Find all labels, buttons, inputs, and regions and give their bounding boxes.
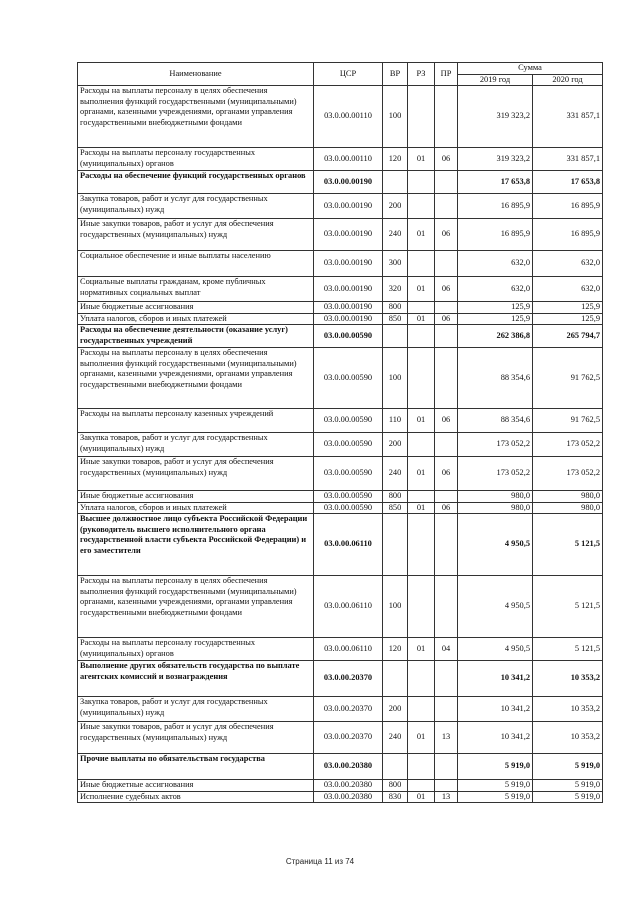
row-rz-cell [408, 697, 435, 722]
row-name-cell: Уплата налогов, сборов и иных платежей [78, 502, 314, 514]
row-vr-cell [383, 661, 408, 697]
row-vr-cell: 850 [383, 313, 408, 325]
row-amount-2020-cell: 16 895,9 [533, 219, 603, 251]
row-rz-cell [408, 576, 435, 638]
row-pr-cell: 06 [435, 502, 458, 514]
row-csr-cell: 03.0.00.20380 [314, 780, 383, 792]
row-amount-2019-cell: 980,0 [458, 491, 533, 503]
row-vr-cell: 800 [383, 780, 408, 792]
row-amount-2020-cell: 10 353,2 [533, 661, 603, 697]
header-pr: ПР [435, 63, 458, 86]
row-pr-cell [435, 661, 458, 697]
row-name-cell: Иные закупки товаров, работ и услуг для обеспечения государственных (муниципальных) нужд [78, 219, 314, 251]
header-csr: ЦСР [314, 63, 383, 86]
row-rz-cell: 01 [408, 277, 435, 302]
row-vr-cell [383, 325, 408, 348]
row-vr-cell: 100 [383, 348, 408, 409]
row-amount-2020-cell: 173 052,2 [533, 457, 603, 491]
row-amount-2020-cell: 173 052,2 [533, 433, 603, 457]
row-rz-cell [408, 348, 435, 409]
header-rz: РЗ [408, 63, 435, 86]
row-amount-2020-cell: 5 919,0 [533, 780, 603, 792]
row-vr-cell: 850 [383, 502, 408, 514]
row-amount-2019-cell: 16 895,9 [458, 219, 533, 251]
row-pr-cell [435, 251, 458, 277]
table-row [78, 251, 603, 277]
row-pr-cell [435, 194, 458, 219]
row-rz-cell [408, 491, 435, 503]
row-pr-cell: 06 [435, 457, 458, 491]
row-csr-cell: 03.0.00.00190 [314, 219, 383, 251]
row-amount-2019-cell: 10 341,2 [458, 697, 533, 722]
row-rz-cell [408, 325, 435, 348]
row-amount-2020-cell: 265 794,7 [533, 325, 603, 348]
row-amount-2020-cell: 17 653,8 [533, 171, 603, 194]
row-vr-cell: 800 [383, 302, 408, 314]
row-name-cell: Социальное обеспечение и иные выплаты населению [78, 251, 314, 277]
table-row [78, 502, 603, 514]
row-rz-cell [408, 754, 435, 780]
row-name-cell: Закупка товаров, работ и услуг для государственных (муниципальных) нужд [78, 697, 314, 722]
row-csr-cell: 03.0.00.00590 [314, 433, 383, 457]
row-amount-2019-cell: 4 950,5 [458, 514, 533, 576]
row-amount-2019-cell: 10 341,2 [458, 722, 533, 754]
table-row [78, 433, 603, 457]
row-amount-2019-cell: 319 323,2 [458, 148, 533, 171]
row-vr-cell [383, 171, 408, 194]
row-rz-cell: 01 [408, 638, 435, 661]
row-name-cell: Исполнение судебных актов [78, 791, 314, 803]
row-vr-cell: 240 [383, 457, 408, 491]
row-amount-2019-cell: 262 386,8 [458, 325, 533, 348]
header-year-2020: 2020 год [533, 74, 603, 86]
row-amount-2020-cell: 10 353,2 [533, 697, 603, 722]
row-vr-cell: 800 [383, 491, 408, 503]
row-csr-cell: 03.0.00.00590 [314, 348, 383, 409]
row-csr-cell: 03.0.00.06110 [314, 576, 383, 638]
row-amount-2020-cell: 5 121,5 [533, 576, 603, 638]
row-amount-2020-cell: 980,0 [533, 491, 603, 503]
row-name-cell: Иные бюджетные ассигнования [78, 780, 314, 792]
row-rz-cell [408, 86, 435, 148]
row-pr-cell: 04 [435, 638, 458, 661]
row-rz-cell: 01 [408, 148, 435, 171]
row-csr-cell: 03.0.00.00590 [314, 502, 383, 514]
row-pr-cell [435, 491, 458, 503]
row-rz-cell [408, 661, 435, 697]
page-number: Страница 11 из 74 [285, 857, 355, 866]
row-pr-cell [435, 576, 458, 638]
row-amount-2020-cell: 5 919,0 [533, 754, 603, 780]
row-vr-cell: 240 [383, 722, 408, 754]
row-csr-cell: 03.0.00.20380 [314, 754, 383, 780]
row-amount-2019-cell: 5 919,0 [458, 791, 533, 803]
row-csr-cell: 03.0.00.00190 [314, 302, 383, 314]
row-csr-cell: 03.0.00.06110 [314, 638, 383, 661]
table-row [78, 697, 603, 722]
row-vr-cell: 100 [383, 86, 408, 148]
row-csr-cell: 03.0.00.00190 [314, 251, 383, 277]
row-vr-cell: 320 [383, 277, 408, 302]
row-pr-cell [435, 171, 458, 194]
row-name-cell: Прочие выплаты по обязательствам государства [78, 754, 314, 780]
row-amount-2019-cell: 88 354,6 [458, 348, 533, 409]
row-name-cell: Высшее должностное лицо субъекта Российской Федерации (руководитель высшего исполнительного органа государственной власти субъекта Российской Федерации) и его заместители [78, 514, 314, 576]
table-row [78, 348, 603, 409]
row-csr-cell: 03.0.00.20370 [314, 697, 383, 722]
row-amount-2019-cell: 319 323,2 [458, 86, 533, 148]
row-vr-cell: 240 [383, 219, 408, 251]
row-rz-cell: 01 [408, 457, 435, 491]
row-pr-cell [435, 302, 458, 314]
header-name: Наименование [78, 63, 314, 86]
table-row [78, 780, 603, 792]
row-amount-2020-cell: 91 762,5 [533, 348, 603, 409]
row-amount-2019-cell: 125,9 [458, 302, 533, 314]
row-vr-cell: 120 [383, 148, 408, 171]
row-csr-cell: 03.0.00.00190 [314, 277, 383, 302]
row-csr-cell: 03.0.00.00590 [314, 325, 383, 348]
row-amount-2020-cell: 16 895,9 [533, 194, 603, 219]
row-name-cell: Выполнение других обязательств государства по выплате агентских комиссий и вознаграждения [78, 661, 314, 697]
row-name-cell: Расходы на обеспечение функций государственных органов [78, 171, 314, 194]
row-pr-cell [435, 348, 458, 409]
row-csr-cell: 03.0.00.00190 [314, 194, 383, 219]
header-vr: ВР [383, 63, 408, 86]
row-name-cell: Уплата налогов, сборов и иных платежей [78, 313, 314, 325]
table-row [78, 302, 603, 314]
row-name-cell: Расходы на выплаты персоналу в целях обеспечения выполнения функций государственными (муниципальными) органами, казенными учреждениями, органами управления государственными внебюджетными фондами [78, 348, 314, 409]
row-pr-cell: 13 [435, 791, 458, 803]
row-pr-cell [435, 754, 458, 780]
row-vr-cell: 110 [383, 409, 408, 433]
table-row [78, 457, 603, 491]
row-csr-cell: 03.0.00.00590 [314, 409, 383, 433]
row-amount-2020-cell: 632,0 [533, 277, 603, 302]
row-pr-cell [435, 86, 458, 148]
row-rz-cell [408, 780, 435, 792]
table-body [78, 86, 603, 803]
row-vr-cell [383, 754, 408, 780]
row-rz-cell: 01 [408, 219, 435, 251]
row-csr-cell: 03.0.00.20370 [314, 722, 383, 754]
table-row [78, 148, 603, 171]
row-name-cell: Расходы на обеспечение деятельности (оказание услуг) государственных учреждений [78, 325, 314, 348]
table-row [78, 313, 603, 325]
row-pr-cell [435, 433, 458, 457]
row-vr-cell: 300 [383, 251, 408, 277]
row-amount-2020-cell: 5 121,5 [533, 514, 603, 576]
row-amount-2019-cell: 125,9 [458, 313, 533, 325]
row-amount-2019-cell: 173 052,2 [458, 457, 533, 491]
row-name-cell: Социальные выплаты гражданам, кроме публичных нормативных социальных выплат [78, 277, 314, 302]
row-pr-cell [435, 697, 458, 722]
row-name-cell: Расходы на выплаты персоналу государственных (муниципальных) органов [78, 638, 314, 661]
header-year-2019: 2019 год [458, 74, 533, 86]
table-row [78, 661, 603, 697]
row-vr-cell: 100 [383, 576, 408, 638]
row-amount-2019-cell: 17 653,8 [458, 171, 533, 194]
row-amount-2019-cell: 173 052,2 [458, 433, 533, 457]
table-row [78, 722, 603, 754]
row-amount-2019-cell: 5 919,0 [458, 754, 533, 780]
row-csr-cell: 03.0.00.00110 [314, 148, 383, 171]
table-row [78, 277, 603, 302]
row-amount-2020-cell: 980,0 [533, 502, 603, 514]
table-row [78, 325, 603, 348]
row-rz-cell [408, 514, 435, 576]
row-name-cell: Иные бюджетные ассигнования [78, 491, 314, 503]
row-csr-cell: 03.0.00.00190 [314, 313, 383, 325]
row-pr-cell: 06 [435, 313, 458, 325]
table-row [78, 638, 603, 661]
row-rz-cell: 01 [408, 791, 435, 803]
row-amount-2020-cell: 5 121,5 [533, 638, 603, 661]
row-name-cell: Закупка товаров, работ и услуг для государственных (муниципальных) нужд [78, 194, 314, 219]
table-row [78, 194, 603, 219]
table-row [78, 409, 603, 433]
row-csr-cell: 03.0.00.20370 [314, 661, 383, 697]
row-rz-cell [408, 433, 435, 457]
row-pr-cell: 06 [435, 409, 458, 433]
row-vr-cell: 200 [383, 433, 408, 457]
row-rz-cell: 01 [408, 313, 435, 325]
row-amount-2019-cell: 4 950,5 [458, 576, 533, 638]
row-amount-2019-cell: 632,0 [458, 277, 533, 302]
row-amount-2019-cell: 980,0 [458, 502, 533, 514]
row-amount-2020-cell: 125,9 [533, 313, 603, 325]
table-row [78, 491, 603, 503]
row-rz-cell [408, 251, 435, 277]
row-vr-cell: 120 [383, 638, 408, 661]
row-csr-cell: 03.0.00.00190 [314, 171, 383, 194]
row-name-cell: Иные закупки товаров, работ и услуг для обеспечения государственных (муниципальных) нужд [78, 457, 314, 491]
header-sum: Сумма [458, 63, 603, 75]
row-pr-cell [435, 514, 458, 576]
row-name-cell: Расходы на выплаты персоналу государственных (муниципальных) органов [78, 148, 314, 171]
table-row [78, 86, 603, 148]
row-pr-cell: 06 [435, 219, 458, 251]
row-name-cell: Иные закупки товаров, работ и услуг для обеспечения государственных (муниципальных) нужд [78, 722, 314, 754]
row-rz-cell: 01 [408, 502, 435, 514]
table-row [78, 219, 603, 251]
budget-table [77, 62, 603, 803]
row-csr-cell: 03.0.00.06110 [314, 514, 383, 576]
row-rz-cell [408, 194, 435, 219]
row-amount-2019-cell: 4 950,5 [458, 638, 533, 661]
row-amount-2019-cell: 632,0 [458, 251, 533, 277]
row-pr-cell: 13 [435, 722, 458, 754]
row-vr-cell: 200 [383, 697, 408, 722]
row-amount-2019-cell: 16 895,9 [458, 194, 533, 219]
row-rz-cell: 01 [408, 722, 435, 754]
row-rz-cell [408, 302, 435, 314]
row-name-cell: Расходы на выплаты персоналу в целях обеспечения выполнения функций государственными (муниципальными) органами, казенными учреждениями, органами управления государственными внебюджетными фондами [78, 576, 314, 638]
row-name-cell: Расходы на выплаты персоналу казенных учреждений [78, 409, 314, 433]
row-pr-cell [435, 780, 458, 792]
row-amount-2020-cell: 91 762,5 [533, 409, 603, 433]
row-amount-2020-cell: 331 857,1 [533, 86, 603, 148]
row-rz-cell [408, 171, 435, 194]
row-pr-cell [435, 325, 458, 348]
row-amount-2020-cell: 331 857,1 [533, 148, 603, 171]
row-amount-2020-cell: 632,0 [533, 251, 603, 277]
row-amount-2019-cell: 10 341,2 [458, 661, 533, 697]
row-csr-cell: 03.0.00.00590 [314, 491, 383, 503]
row-name-cell: Иные бюджетные ассигнования [78, 302, 314, 314]
row-csr-cell: 03.0.00.00590 [314, 457, 383, 491]
row-pr-cell: 06 [435, 148, 458, 171]
row-rz-cell: 01 [408, 409, 435, 433]
row-amount-2020-cell: 5 919,0 [533, 791, 603, 803]
row-vr-cell [383, 514, 408, 576]
row-pr-cell: 06 [435, 277, 458, 302]
row-csr-cell: 03.0.00.00110 [314, 86, 383, 148]
row-amount-2019-cell: 88 354,6 [458, 409, 533, 433]
table-row [78, 754, 603, 780]
table-row [78, 576, 603, 638]
table-row [78, 514, 603, 576]
row-amount-2020-cell: 10 353,2 [533, 722, 603, 754]
table-row [78, 171, 603, 194]
row-vr-cell: 200 [383, 194, 408, 219]
row-csr-cell: 03.0.00.20380 [314, 791, 383, 803]
row-name-cell: Расходы на выплаты персоналу в целях обеспечения выполнения функций государственными (муниципальными) органами, казенными учреждениями, органами управления государственными внебюджетными фондами [78, 86, 314, 148]
table-row [78, 791, 603, 803]
row-amount-2020-cell: 125,9 [533, 302, 603, 314]
row-amount-2019-cell: 5 919,0 [458, 780, 533, 792]
row-vr-cell: 830 [383, 791, 408, 803]
row-name-cell: Закупка товаров, работ и услуг для государственных (муниципальных) нужд [78, 433, 314, 457]
